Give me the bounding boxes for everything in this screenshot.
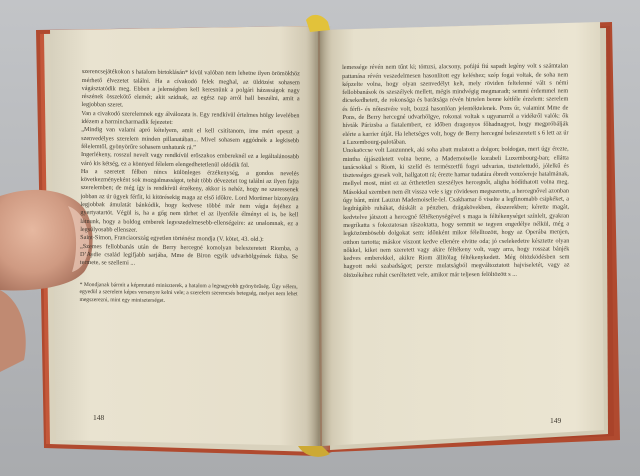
- page-number-right: 149: [550, 416, 562, 425]
- left-page-footnote: * Mondjanak bármit a képmutató miniszterek, a hatalom a legnagyobb gyönyörűség. Úgy vélem, egyedül a szerelem képes versenyre kelni vele; a szerelem szerencsés betegség, melyet nem lehet megszerezni, mint egy miniszterséget.: [79, 281, 298, 304]
- gutter-shadow: [306, 26, 332, 450]
- left-page-body: szerencsejátékokon s hatalom birtoklásán* kívül valóban nem lehetne ilyen örömökhöz mérhető élvezetet találni. Ha a cívakodó felek meghal, az üldözést sohasem vágásztatódik meg. Ebben a jelenségben kell keresnünk a polgári házasságok nagy részének összekötő elemét; akit szidnak, az egész nap arról hall beszélni, amit a legjobban szeret. Van a civakodó szerelemnek egy álválozata is. Egy rendkívül értelmes hölgy levelében idézem a harmincharmadik fejezetet: „Mindig van valami apró kételyem, amit el kell csitítanom, ime mért epeszt a szenvedélyes szerelem minden pillanatában... Mivel sohasem aggódnék a legkisebb félelemtől, gyönyörűre sohasem unhatunk rá.” Ingerlékeny, rosszul nevelt vagy rendkívül erőszakos embereknél ez a legáltalánosabb váró kis kétség, ez a könnyed félelem elengedhetetlenül oldódik föl. Ha a szeretett félben nincs különleges érzékenység, a gondos nevelés következményeként sok mozgalmasságot, tehát több dévezetet tog találni az ilyen fajta szerelemben; de még így is rendkívül érzékeny, akkor is nehéz, hogy ne szeressenek jobban az úr ügyek férfit, ki kitörésekig maga az első időkre. Lord Mortimer bizonyára legjobbak ámulatát bánkódik, hogy kedvese többé már nem vágja fejéhez a gyertyatartót. Végül is, ha a gőg nem tűrhet el az ilyenféle élményt el is, be kell látnunk, hogy a boldog emberek legvszedelmesebb-ellenségeire: az unalomnak, ez a legsúlyosabb ellenszer. Saint-Simon, Franciaország egyetlen történész mondja (V. kötet, 43. old.): „Szemes fellobbanás után de Berry hercegné komolyan beleszeretett Riomba, a D’Aydie család legifjabb sarjába, Mme de Biron egyik udvarhölgyének fiába. Se termete, se szellemi ...: [79, 68, 300, 267]
- left-page-text: [78, 60, 300, 412]
- right-page-text: [342, 54, 570, 412]
- right-page-body: lemessége révén nem tűnt ki; tömzsi, alacsony, pofájú fiú sapadt legény volt s számtalan pattanása révén veszedelmesen hasonlított egy keléshez; szép fogai voltak, de soha nem képzelte volna, hogy olyan szenvedélyt kelt, mely röviden feltelenné vált s némi fellobbanások ös szeszélyek mellett, mégis mindvégig megmaradt; semmi érdemmel nem dicsekedhetett, de rokonsága és barátsága révén hirtelen benne kétféle érzelem: szerelem és férfi- és nőtestvére volt, bozzá hasonlóan jelentéktelenek. Pons úr, valamint Mme de Pons, de Berry hercegné udvarhölgye, rokonai voltak s ugyanarról a vidékről valók: ők hívták Párizsba a fiatalembert, ez időben dragonyos főhadnagyot, hogy megpróbálják elérte a karrier útját. Ha lehetséges volt, hogy de Berry hercegné beleszeretett s 6 lett az úr a Luxembourg-palotában. Unokaöccse volt Lauzunnek, aki soha abatt mulatott a dolgon; boldogan, mert úgy érezte, mintha újjászületett volna benne, a Mademoiselle korabeli Luxembourg-ban; ellátta tanácsokkal s Riom, ki szelíd és természetfű fogyi udvarias, tisztelettudó, jólelkű és tisztességes gyesek volt, hallgatott rá; érezte hamar tudatára ébredt vonzóereje hatalmának, mellyel most, mint ez az érthetetlen szeszélyes hercegnőt, aligha hódíthatott volna meg. Másokkal szemben nem élt vissza vele s igy rövidesen megszerette, a hercegnővel azonban úgy bánt, mint Lauzun Mademoiselle-lel. Csakhamar ő viselte a legfinomabb csipkéket, a legdrágább ruhákat, dúskált a pénzben, drágakövekben, ékszerekben; kérette magát, kedvtelve játszott a hercegné féltékenységével s maga is féltékenységet színlelt, gyakran megríkatta s fokozatosan rászoktatta, hogy semmit se tegyen engedélye nélkül, még a legközömbösebb dolgokat sem: időnként mikor félelltozött, hogy az Operába menjen, otthon tartotta; máskor viszont kedve ellenére elvitte oda; jó cselekedetre késztette olyan nőkkel, kiket nem szeretett vagy akire féltékeny volt, vagy arra, hogy rosszat bánjék kedves emberekkel, akikre Riom állítólag féltékenykedett. Még öltözködésben sem hagyott neki szabadságot; persze mulatságból megváltoztatott hajviseletét, vagy az öltözékéhez ruhát cseréltetett vele, amikor már teljesen felöltözött s ...: [342, 62, 570, 279]
- page-number-left: 148: [93, 413, 105, 422]
